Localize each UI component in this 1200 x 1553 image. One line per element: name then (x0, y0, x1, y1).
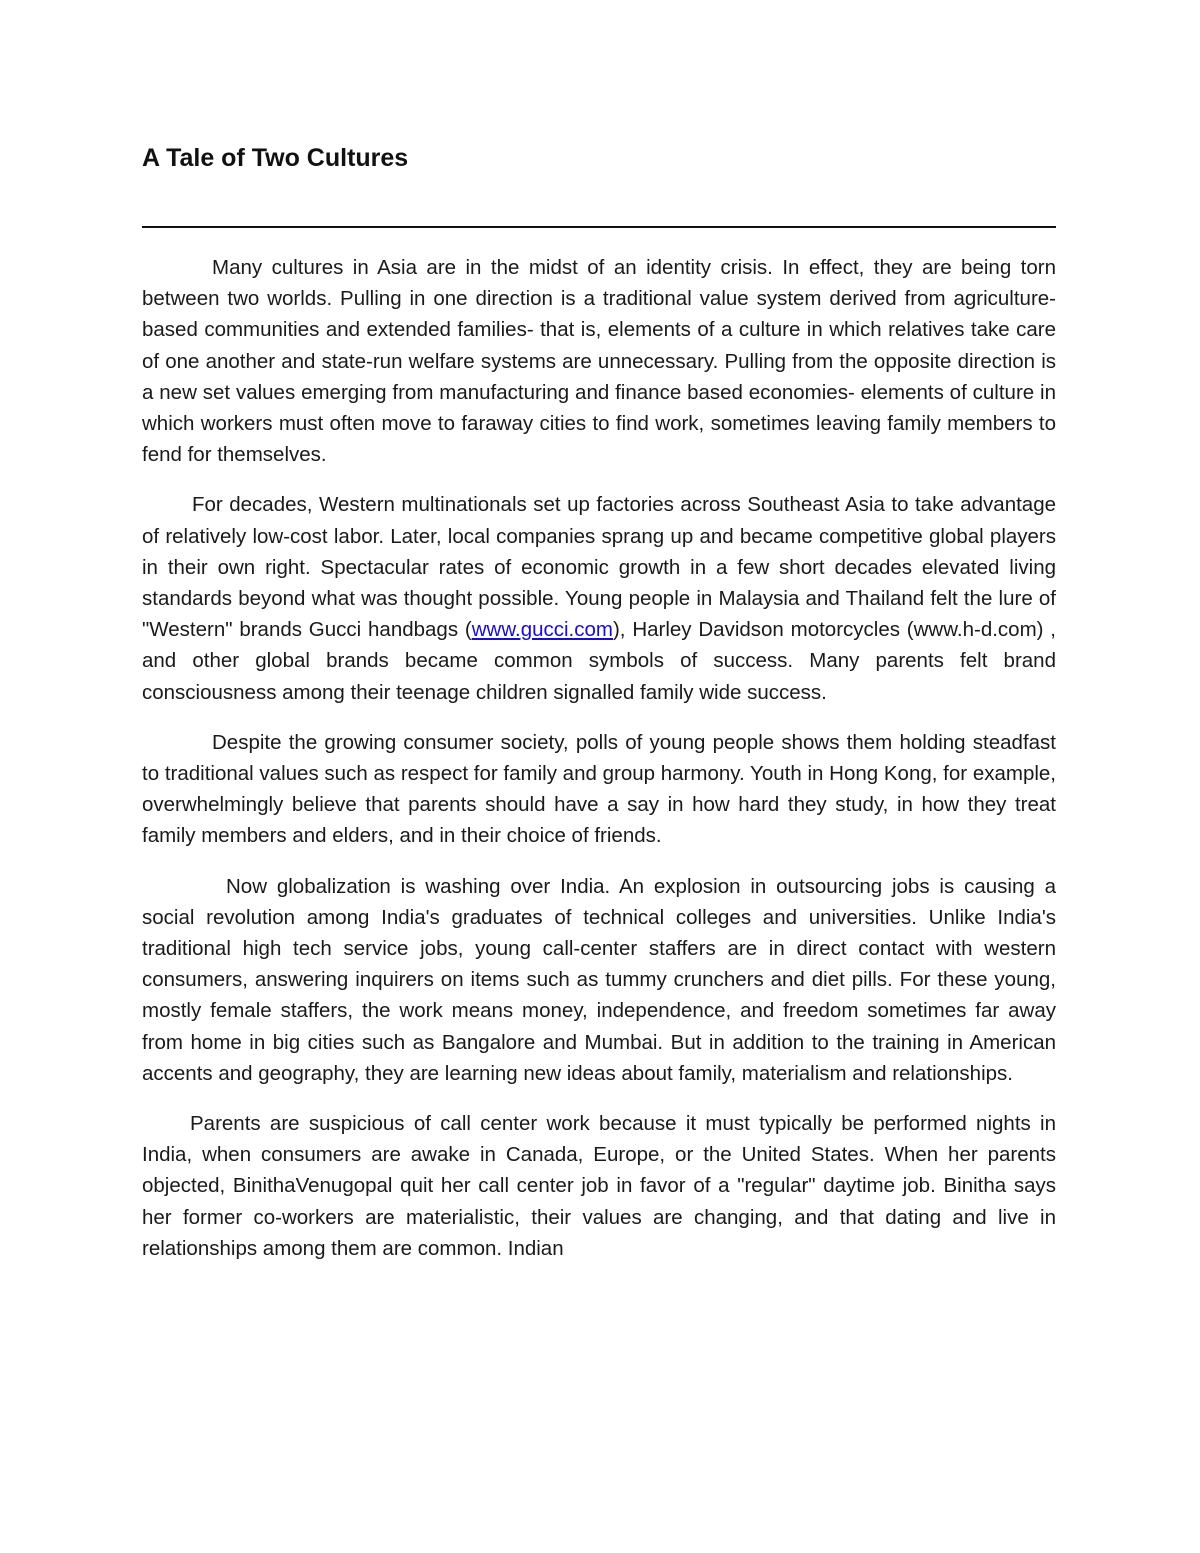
paragraph-identity-crisis: Many cultures in Asia are in the midst of an identity crisis. In effect, they are being torn between two worlds. Pulling in one direction is a traditional value system derived from agriculture-based communities and extended families- that is, elements of a culture in which relatives take care of one another and state-run welfare systems are unnecessary. Pulling from the opposite direction is a new set values emerging from manufacturing and finance based economies- elements of culture in which workers must often move to faraway cities to find work, sometimes leaving family members to fend for themselves. (142, 256, 1056, 467)
title-divider (142, 226, 1056, 228)
paragraph-india-globalization: Now globalization is washing over India. An explosion in outsourcing jobs is causing a social revolution among India's graduates of technical colleges and universities. Unlike India's traditional high tech service jobs, young call-center staffers are in direct contact with western consumers, answering inquirers on items such as tummy crunchers and diet pills. For these young, mostly female staffers, the work means money, independence, and freedom sometimes far away from home in big cities such as Bangalore and Mumbai. But in addition to the training in American accents and geography, they are learning new ideas about family, materialism and relationships. (142, 874, 1056, 1085)
document-content (142, 138, 1056, 1283)
paragraph-text-after-link: ), Harley Davidson motorcycles (www.h-d.com) , and other global brands became common symbols of success. Many parents felt brand consciousness among their teenage children signalled family wide success. (142, 618, 1056, 704)
gucci-link[interactable]: www.gucci.com (471, 618, 613, 642)
paragraph-text-before-link: For decades, Western multinationals set up factories across Southeast Asia to take advantage of relatively low-cost labor. Later, local companies sprang up and became competitive global players in their own right. Spectacular rates of economic growth in a few short decades elevated living standards beyond what was thought possible. Young people in Malaysia and Thailand felt the lure of "Western" brands Gucci handbags ( (142, 493, 1056, 642)
document-body (142, 252, 1056, 1264)
paragraph-traditional-values: Despite the growing consumer society, polls of young people shows them holding steadfast to traditional values such as respect for family and group harmony. Youth in Hong Kong, for example, overwhelmingly believe that parents should have a say in how hard they study, in how they treat family members and elders, and in their choice of friends. (142, 730, 1056, 848)
paragraph-multinationals (142, 489, 1056, 707)
paragraph-call-center: Parents are suspicious of call center work because it must typically be performed nights in India, when consumers are awake in Canada, Europe, or the United States. When her parents objected, BinithaVenugopal quit her call center job in favor of a "regular" daytime job. Binitha says her former co-workers are materialistic, their values are changing, and that dating and live in relationships among them are common. Indian (142, 1112, 1056, 1260)
document-title: A Tale of Two Cultures (142, 144, 409, 172)
